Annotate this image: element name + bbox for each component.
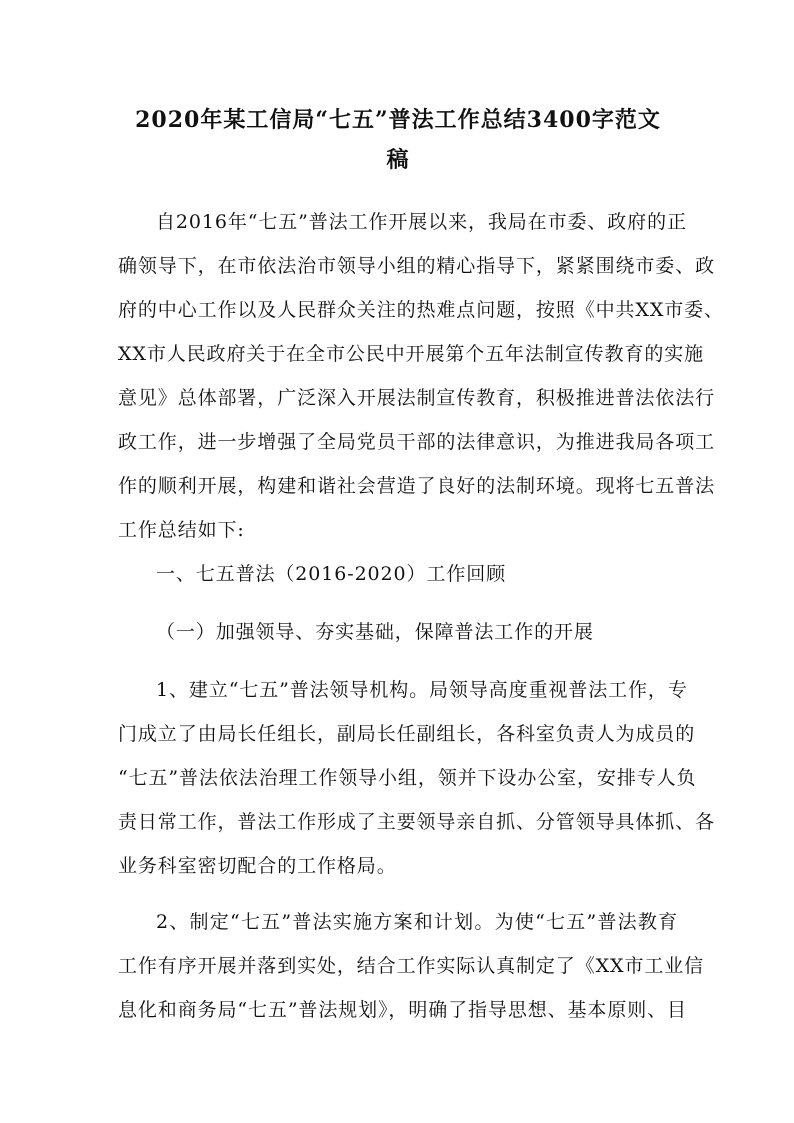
paragraph-line: 政工作，进一步增强了全局党员干部的法律意识，为推进我局各项工 [118,431,716,453]
paragraph-line: 意见》总体部署，广泛深入开展法制宣传教育，积极推进普法依法行 [118,387,716,409]
paragraph-line: 门成立了由局长任组长，副局长任副组长，各科室负责人为成员的 [118,723,696,745]
title-line-1: 2020年某工信局“七五”普法工作总结3400字范文 [135,107,661,133]
paragraph-line: 息化和商务局“七五”普法规划》，明确了指导思想、基本原则、目 [118,999,687,1021]
paragraph-line: 2、制定“七五”普法实施方案和计划。为使“七五”普法教育 [156,911,678,933]
paragraph-line: 确领导下，在市依法治市领导小组的精心指导下，紧紧围绕市委、政 [118,255,716,277]
paragraph-line: 责日常工作，普法工作形成了主要领导亲自抓、分管领导具体抓、各 [118,811,716,833]
subsection-heading: （一）加强领导、夯实基础，保障普法工作的开展 [156,621,594,643]
paragraph-line: 府的中心工作以及人民群众关注的热难点问题，按照《中共XX市委、 [118,299,724,321]
title-line-2: 稿 [386,147,410,173]
paragraph-line: 业务科室密切配合的工作格局。 [118,855,397,877]
document-title [118,100,678,180]
paragraph-line: 工作总结如下: [118,519,245,541]
paragraph-line: 工作有序开展并落到实处，结合工作实际认真制定了《XX市工业信 [118,955,705,977]
paragraph-line: XX市人民政府关于在全市公民中开展第个五年法制宣传教育的实施 [118,343,705,365]
paragraph-line: “七五”普法依法治理工作领导小组，领并下设办公室，安排专人负 [118,767,697,789]
paragraph-line: 作的顺利开展，构建和谐社会营造了良好的法制环境。现将七五普法 [118,475,716,497]
paragraph-line: 1、建立“七五”普法领导机构。局领导高度重视普法工作，专 [156,679,688,701]
paragraph-line: 自2016年“七五”普法工作开展以来，我局在市委、政府的正 [156,211,687,233]
section-heading: 一、七五普法（2016-2020）工作回顾 [156,563,507,585]
